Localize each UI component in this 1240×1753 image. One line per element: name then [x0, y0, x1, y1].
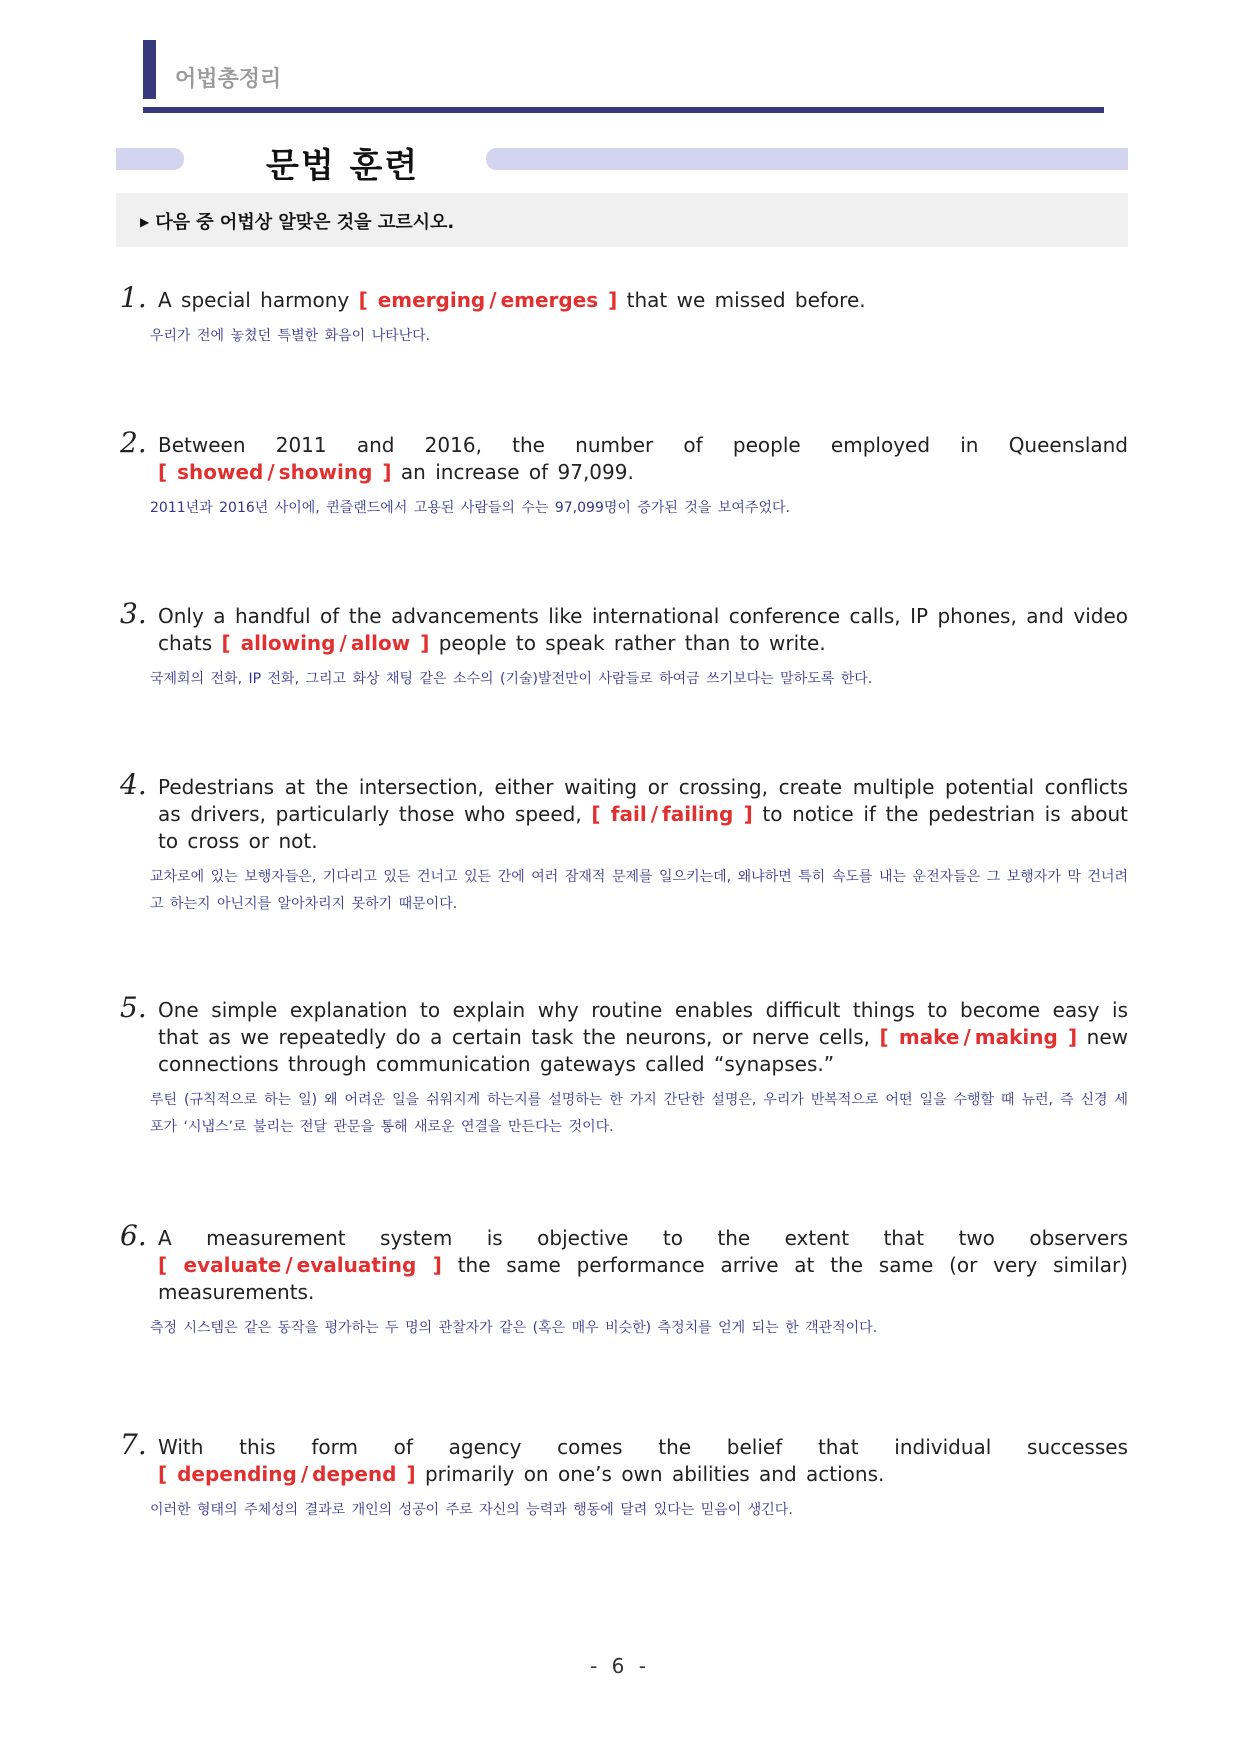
sentence-text-before: With this form of agency comes the belief that individual successes — [158, 1435, 1128, 1459]
section-title: 문법 훈련 — [266, 146, 420, 186]
translation: 교차로에 있는 보행자들은, 기다리고 있든 건너고 있든 간에 여러 잠재적 문제를 일으키는데, 왜냐하면 특히 속도를 내는 운전자들은 그 보행자가 막 건너려고 하는지 아닌지를 알아차리지 못하기 때문이다. — [150, 869, 1128, 912]
question-sentence — [158, 774, 1128, 855]
header-rule — [143, 107, 1104, 113]
question-item-7 — [116, 1428, 1128, 1524]
choice-b[interactable]: making — [974, 1025, 1058, 1049]
instruction — [140, 208, 454, 234]
choice-a[interactable]: depending — [177, 1462, 297, 1486]
answer-choices: [ showed / showing ] — [158, 460, 392, 484]
sentence-text-after: to notice if the pedestrian is about to cross or not. — [158, 802, 1129, 853]
answer-choices: [ fail / failing ] — [591, 802, 753, 826]
question-item-2 — [116, 426, 1128, 522]
choice-b[interactable]: showing — [278, 460, 373, 484]
sentence-text-after: the same performance arrive at the same (or very similar) measurements. — [158, 1253, 1128, 1304]
triangle-bullet-icon: ▶ — [140, 215, 150, 229]
question-number: 6. — [120, 1219, 147, 1252]
question-sentence — [158, 287, 1128, 314]
header-accent-bar — [143, 40, 156, 99]
question-number: 4. — [120, 768, 147, 801]
instruction-box — [116, 193, 1128, 247]
choice-a[interactable]: fail — [610, 802, 647, 826]
question-item-6 — [116, 1219, 1128, 1342]
question-sentence — [158, 603, 1128, 657]
question-item-3 — [116, 597, 1128, 693]
answer-choices: [ evaluate / evaluating ] — [158, 1253, 442, 1277]
question-sentence — [158, 432, 1128, 486]
sentence-text-after: primarily on one’s own abilities and actions. — [415, 1462, 885, 1486]
choice-b[interactable]: depend — [312, 1462, 397, 1486]
translation: 우리가 전에 놓쳤던 특별한 화음이 나타난다. — [150, 328, 431, 344]
title-band-left — [116, 148, 184, 170]
choice-a[interactable]: showed — [177, 460, 264, 484]
translation: 루틴 (규칙적으로 하는 일) 왜 어려운 일을 쉬워지게 하는지를 설명하는 한 가지 간단한 설명은, 우리가 반복적으로 어떤 일을 수행할 때 뉴런, 즉 신경 세포가 ‘시냅스’로 불리는 전달 관문을 통해 새로운 연결을 만든다는 것이다. — [150, 1092, 1128, 1135]
question-sentence — [158, 1225, 1128, 1306]
question-number: 5. — [120, 991, 147, 1024]
question-item-1 — [116, 281, 1128, 350]
translation: 2011년과 2016년 사이에, 퀸즐랜드에서 고용된 사람들의 수는 97,099명이 증가된 것을 보여주었다. — [150, 500, 790, 516]
title-band-right — [486, 148, 1128, 170]
question-item-5 — [116, 991, 1128, 1141]
translation: 측정 시스템은 같은 동작을 평가하는 두 명의 관찰자가 같은 (혹은 매우 비슷한) 측정치를 얻게 되는 한 객관적이다. — [150, 1320, 878, 1336]
sentence-text-before: Only a handful of the advancements like international conference calls, IP phones, and video chats — [158, 604, 1128, 655]
answer-choices: [ emerging / emerges ] — [358, 288, 618, 312]
sentence-text-after: people to speak rather than to write. — [429, 631, 826, 655]
answer-choices: [ allowing / allow ] — [221, 631, 430, 655]
translation: 이러한 형태의 주체성의 결과로 개인의 성공이 주로 자신의 능력과 행동에 달려 있다는 믿음이 생긴다. — [150, 1502, 793, 1518]
choice-b[interactable]: failing — [662, 802, 734, 826]
sentence-text-before: One simple explanation to explain why routine enables difficult things to become easy is that as we repeatedly do a certain task the neurons, or nerve cells, — [158, 998, 1128, 1049]
choice-b[interactable]: evaluating — [296, 1253, 417, 1277]
sentence-text-before: A measurement system is objective to the extent that two observers — [158, 1226, 1128, 1250]
answer-choices: [ make / making ] — [879, 1025, 1078, 1049]
sentence-text-after: new connections through communication gateways called “synapses.” — [158, 1025, 1128, 1076]
header-title: 어법총정리 — [175, 67, 282, 92]
question-number: 2. — [120, 426, 147, 459]
question-sentence — [158, 1434, 1128, 1488]
sentence-text-before: Pedestrians at the intersection, either waiting or crossing, create multiple potential conflicts as drivers, particularly those who speed, — [158, 775, 1128, 826]
sentence-text-after: an increase of 97,099. — [391, 460, 634, 484]
choice-a[interactable]: evaluate — [183, 1253, 282, 1277]
translation: 국제회의 전화, IP 전화, 그리고 화상 채팅 같은 소수의 (기술)발전만이 사람들로 하여금 쓰기보다는 말하도록 한다. — [150, 671, 873, 687]
choice-a[interactable]: allowing — [240, 631, 336, 655]
answer-choices: [ depending / depend ] — [158, 1462, 416, 1486]
choice-b[interactable]: allow — [350, 631, 411, 655]
choice-a[interactable]: make — [898, 1025, 960, 1049]
question-number: 3. — [120, 597, 147, 630]
sentence-text-before: A special harmony — [158, 288, 359, 312]
instruction-text: 다음 중 어법상 알맞은 것을 고르시오. — [155, 212, 455, 233]
choice-b[interactable]: emerges — [500, 288, 599, 312]
choice-a[interactable]: emerging — [377, 288, 486, 312]
question-sentence — [158, 997, 1128, 1078]
sentence-text-after: that we missed before. — [617, 288, 866, 312]
question-number: 1. — [120, 281, 147, 314]
question-number: 7. — [120, 1428, 147, 1461]
page-number: - 6 - — [590, 1654, 650, 1678]
question-item-4 — [116, 768, 1129, 918]
sentence-text-before: Between 2011 and 2016, the number of people employed in Queensland — [158, 433, 1128, 457]
